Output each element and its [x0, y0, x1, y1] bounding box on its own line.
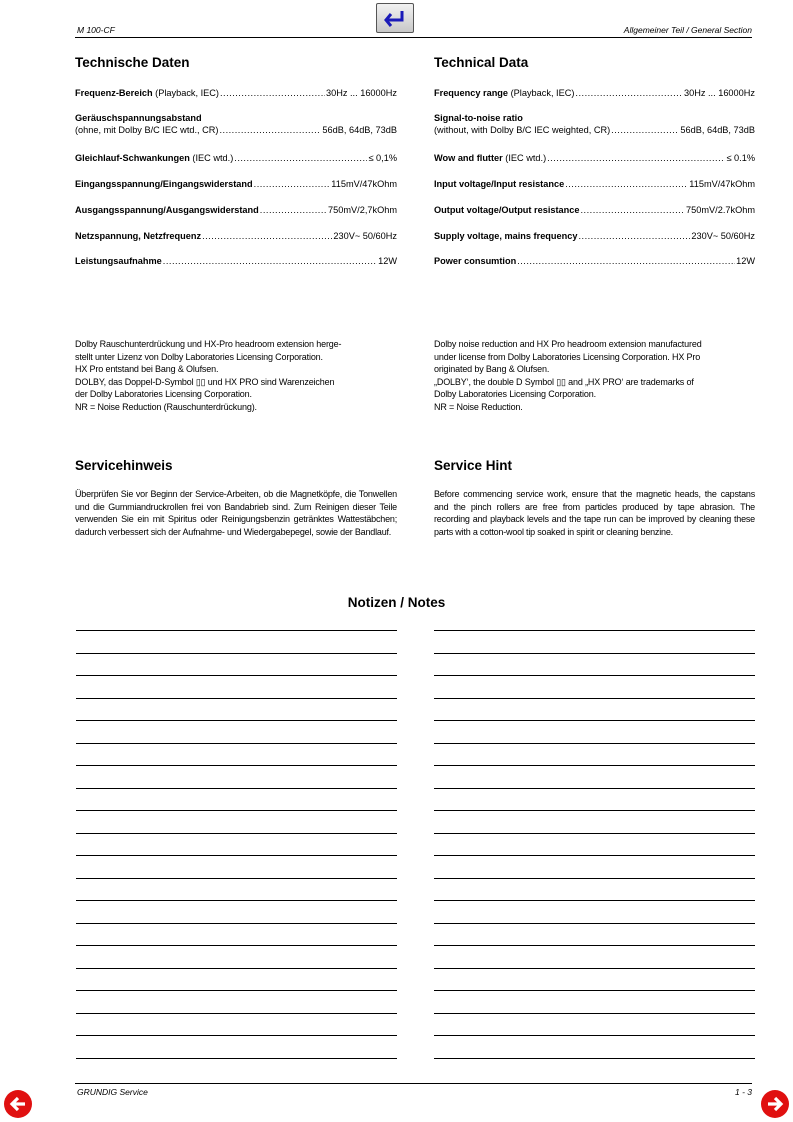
note-line [434, 900, 755, 901]
note-line [434, 810, 755, 811]
note-line [76, 1035, 397, 1036]
spec-row: Netzspannung, Netzfrequenz ..... 230V~ 50/60Hz [75, 231, 397, 241]
note-line [434, 743, 755, 744]
spec-row: Wow and flutter (IEC wtd.) ..... ≤ 0.1% [434, 153, 755, 163]
note-line [76, 833, 397, 834]
note-line [76, 945, 397, 946]
prev-page-button[interactable] [4, 1090, 32, 1118]
note-line [76, 810, 397, 811]
note-line [76, 923, 397, 924]
note-line [76, 788, 397, 789]
note-line [434, 878, 755, 879]
spec-row: Ausgangsspannung/Ausgangswiderstand ..... 750mV/2,7kOhm [75, 205, 397, 215]
note-line [434, 1035, 755, 1036]
note-line [434, 968, 755, 969]
note-line [434, 765, 755, 766]
spec-noise-label: Signal-to-noise ratio [434, 113, 523, 123]
next-page-icon [765, 1094, 785, 1114]
service-title-de: Servicehinweis [75, 458, 173, 473]
spec-row: Output voltage/Output resistance ..... 750mV/2.7kOhm [434, 205, 755, 215]
note-line [76, 990, 397, 991]
note-line [434, 1013, 755, 1014]
note-line [434, 653, 755, 654]
note-line [76, 1013, 397, 1014]
spec-row: (ohne, mit Dolby B/C IEC wtd., CR) ..... 56dB, 64dB, 73dB [75, 125, 397, 135]
spec-row: Frequency range (Playback, IEC) ..... 30Hz ... 16000Hz [434, 88, 755, 98]
prev-page-icon [8, 1094, 28, 1114]
left-section-title: Technische Daten [75, 55, 190, 70]
back-button[interactable] [376, 3, 414, 33]
note-line [76, 878, 397, 879]
note-line [76, 968, 397, 969]
note-line [434, 923, 755, 924]
notes-title: Notizen / Notes [347, 595, 446, 610]
spec-row: Power consumtion ..... 12W [434, 256, 755, 266]
spec-row: Supply voltage, mains frequency ..... 230V~ 50/60Hz [434, 231, 755, 241]
spec-row: (without, with Dolby B/C IEC weighted, CR) ..... 56dB, 64dB, 73dB [434, 125, 755, 135]
footer-brand: GRUNDIG Service [77, 1087, 148, 1097]
spec-row: Gleichlauf-Schwankungen (IEC wtd.) ..... ≤ 0,1% [75, 153, 397, 163]
note-line [76, 855, 397, 856]
note-line [76, 900, 397, 901]
note-line [76, 630, 397, 631]
note-line [76, 653, 397, 654]
service-text-de: Überprüfen Sie vor Beginn der Service-Arbeiten, ob die Magnetköpfe, die Tonwellen und die Gummiandruckrollen frei von Bandabrieb sind. Zum Reinigen dieser Teile verwenden Sie ein mit Spiritus oder Reinigungsbenzin getränktes Wattestäbchen; dadurch verbessert sich der Aufnahme- und Wiedergabepegel, sowie der Bandlauf. [75, 489, 397, 537]
note-line [76, 698, 397, 699]
note-line [434, 945, 755, 946]
note-line [434, 698, 755, 699]
next-page-button[interactable] [761, 1090, 789, 1118]
note-line [76, 765, 397, 766]
note-line [76, 743, 397, 744]
right-section-title: Technical Data [434, 55, 529, 70]
document-model: M 100-CF [77, 25, 115, 35]
note-line [434, 675, 755, 676]
note-line [434, 630, 755, 631]
header-rule [75, 37, 752, 38]
note-line [76, 1058, 397, 1059]
service-title-en: Service Hint [434, 458, 513, 473]
spec-row: Eingangsspannung/Eingangswiderstand ..... 115mV/47kOhm [75, 179, 397, 189]
spec-noise-label: Geräuschspannungsabstand [75, 113, 202, 123]
note-line [434, 855, 755, 856]
note-line [76, 675, 397, 676]
spec-row: Leistungsaufnahme ..... 12W [75, 256, 397, 266]
spec-row: Input voltage/Input resistance ..... 115mV/47kOhm [434, 179, 755, 189]
page-number: 1 - 3 [734, 1087, 752, 1097]
service-text-en: Before commencing service work, ensure that the magnetic heads, the capstans and the pinch rollers are free from particles produced by tape abrasion. The recording and playback levels and the tape run can be improved by cleaning these parts with a cotton-wool tip soaked in spirit or cleaning benzine. [434, 489, 755, 537]
note-line [434, 720, 755, 721]
note-line [76, 720, 397, 721]
note-line [434, 990, 755, 991]
dolby-notice-de: Dolby Rauschunterdrückung und HX-Pro headroom extension herge- stellt unter Lizenz von Dolby Laboratories Licensing Corporation. HX Pro entstand bei Bang & Olufsen. DOLBY, das Doppel-D-Symbol ▯▯ und HX PRO sind Warenzeichen der Dolby Laboratories Licensing Corporation. NR = Noise Reduction (Rauschunterdrückung). [75, 339, 342, 412]
spec-row: Frequenz-Bereich (Playback, IEC) ..... 30Hz ... 16000Hz [75, 88, 397, 98]
back-arrow-icon [382, 8, 408, 28]
section-title: Allgemeiner Teil / General Section [623, 25, 752, 35]
note-line [434, 1058, 755, 1059]
footer-rule [75, 1083, 752, 1084]
dolby-notice-en: Dolby noise reduction and HX Pro headroom extension manufactured under license from Dolby Laboratories Licensing Corporation. HX Pro originated by Bang & Olufsen. „DOLBY‘, the double D Symbol ▯▯ and „HX PRO‘ are trademarks of Dolby Laboratories Licensing Corporation. NR = Noise Reduction. [434, 339, 702, 412]
note-line [434, 833, 755, 834]
note-line [434, 788, 755, 789]
